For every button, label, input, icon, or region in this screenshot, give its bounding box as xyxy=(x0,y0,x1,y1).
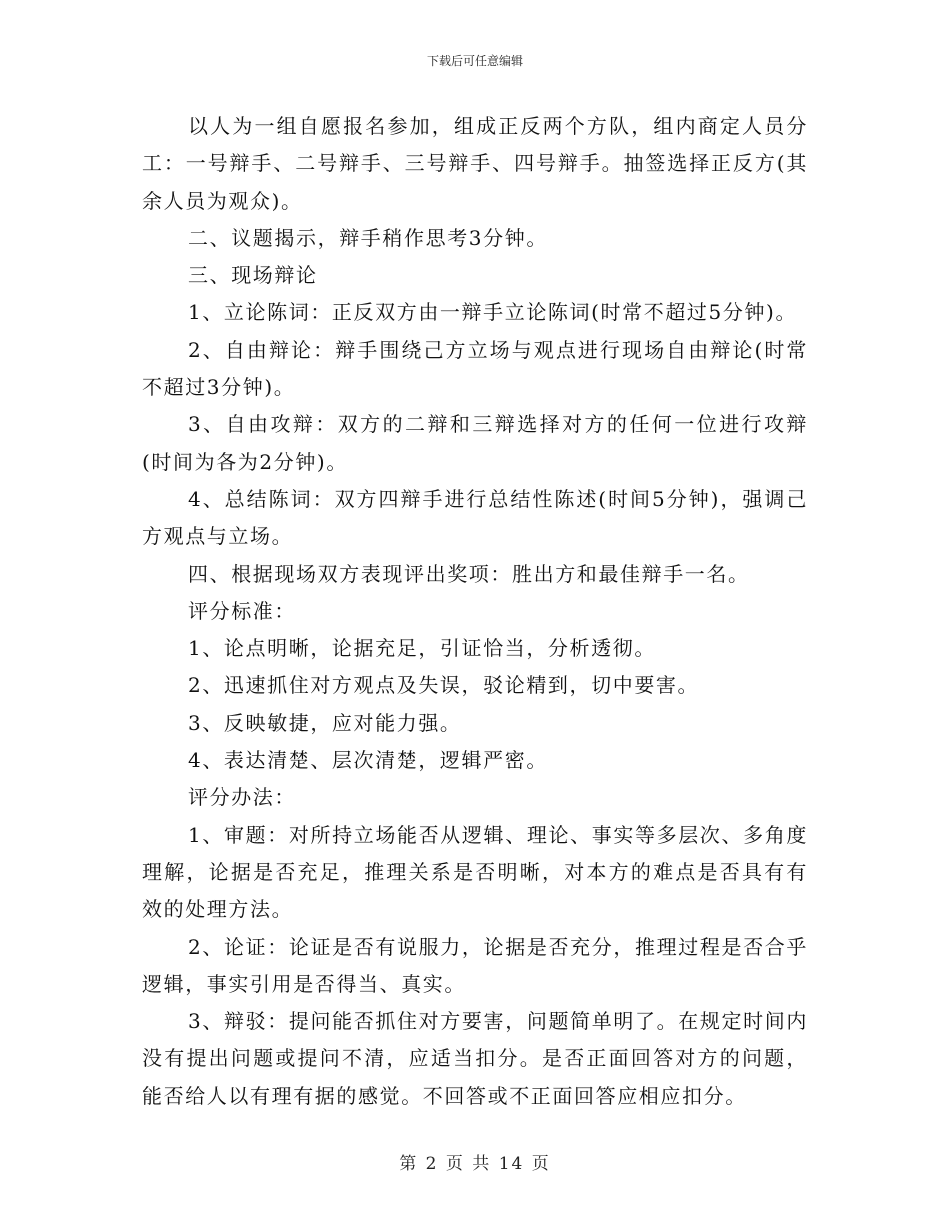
paragraph: 2、自由辩论：辩手围绕己方立场与观点进行现场自由辩论(时常不超过3分钟)。 xyxy=(142,337,808,400)
paragraph: 二、议题揭示，辩手稍作思考3分钟。 xyxy=(188,225,548,250)
paragraph: 以人为一组自愿报名参加，组成正反两个方队，组内商定人员分工：一号辩手、二号辩手、三号辩手、四号辩手。抽签选择正反方(其余人员为观众)。 xyxy=(142,114,808,213)
page-header: 下载后可任意编辑 xyxy=(426,54,523,68)
paragraph: 1、论点明晰，论据充足，引证恰当，分析透彻。 xyxy=(188,636,656,661)
paragraph: 四、根据现场双方表现评出奖项：胜出方和最佳辩手一名。 xyxy=(188,561,750,586)
paragraph: 1、审题：对所持立场能否从逻辑、理论、事实等多层次、多角度理解，论据是否充足，推理关系是否明晰，对本方的难点是否具有有效的处理方法。 xyxy=(142,822,808,922)
paragraph: 3、辩驳：提问能否抓住对方要害，问题简单明了。在规定时间内没有提出问题或提问不清，应适当扣分。是否正面回答对方的问题，能否给人以有理有据的感觉。不回答或不正面回答应相应扣分。 xyxy=(142,1009,808,1108)
paragraph: 3、反映敏捷，应对能力强。 xyxy=(188,710,462,735)
paragraph: 2、论证：论证是否有说服力，论据是否充分，推理过程是否合乎逻辑，事实引用是否得当、真实。 xyxy=(142,934,808,996)
page-footer xyxy=(0,1153,950,1175)
paragraph: 评分标准： xyxy=(188,598,296,623)
paragraph: 1、立论陈词：正反双方由一辩手立论陈词(时常不超过5分钟)。 xyxy=(188,300,798,325)
paragraph: 3、自由攻辩：双方的二辩和三辩选择对方的任何一位进行攻辩(时间为各为2分钟)。 xyxy=(142,412,808,474)
paragraph: 4、总结陈词：双方四辩手进行总结性陈述(时间5分钟)，强调己方观点与立场。 xyxy=(142,486,808,549)
paragraph: 4、表达清楚、层次清楚，逻辑严密。 xyxy=(188,748,548,773)
paragraph: 三、现场辩论 xyxy=(188,263,318,288)
paragraph: 2、迅速抓住对方观点及失误，驳论精到，切中要害。 xyxy=(188,673,700,698)
page-number-label: 第 2 页 共 14 页 xyxy=(399,1154,551,1174)
paragraph: 评分办法： xyxy=(188,785,296,810)
document-body xyxy=(142,108,808,1115)
